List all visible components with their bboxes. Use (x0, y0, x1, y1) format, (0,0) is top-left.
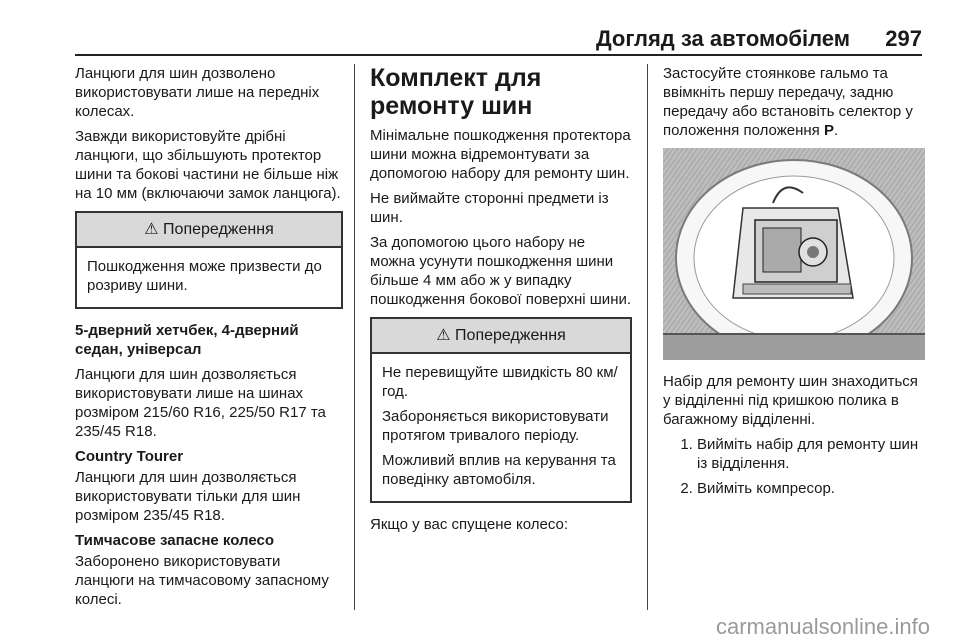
paragraph: Ланцюги для шин дозволено використовувати лише на передніх колесах. (75, 65, 320, 120)
selector-position: P (823, 122, 834, 139)
warning-title: Попередження (455, 327, 566, 344)
warning-body (77, 248, 341, 307)
column-3 (663, 64, 925, 504)
paragraph: Якщо у вас спущене колесо: (370, 516, 569, 533)
warning-header (77, 213, 341, 248)
tire-repair-kit-figure (663, 148, 925, 360)
header-rule (75, 54, 922, 56)
page-title: Догляд за автомобілем (595, 26, 850, 51)
paragraph-text: . (833, 122, 839, 139)
warning-body (372, 354, 630, 501)
section-heading: Комплект для ремонту шин (370, 64, 542, 120)
page-number: 297 (885, 26, 922, 51)
column-1 (75, 64, 343, 615)
column-2 (370, 64, 632, 540)
warning-header (372, 319, 630, 354)
column-divider (647, 64, 648, 610)
paragraph-text: Застосуйте стоянкове гальмо та ввімкніть першу передачу, задню передачу або встановіть селектор у положення положення (663, 65, 913, 139)
warning-text: Забороняється використовувати протягом тривалого періоду. (382, 408, 609, 444)
steps-list (663, 435, 925, 498)
paragraph: Не виймайте сторонні предмети із шин. (370, 190, 609, 226)
warning-text: Можливий вплив на керування та поведінку автомобіля. (382, 452, 616, 488)
warning-title: Попередження (163, 221, 274, 238)
paragraph: Ланцюги для шин дозволяється використовувати тільки для шин розміром 235/45 R18. (75, 469, 301, 524)
column-divider (354, 64, 355, 610)
paragraph: Завжди використовуйте дрібні ланцюги, що збільшують протектор шини та бокові частини не більше ніж на 10 мм (включаючи замок ланцюга). (75, 128, 341, 202)
subheading: 5-дверний хетчбек, 4-дверний седан, універсал (75, 322, 299, 358)
paragraph: Мінімальне пошкодження протектора шини можна відремонтувати за допомогою набору для ремонту шин. (370, 127, 631, 182)
list-item: 2. Вийміть компресор. (697, 479, 925, 498)
watermark: carmanualsonline.info (715, 614, 930, 639)
paragraph: За допомогою цього набору не можна усунути пошкодження шини більше 4 мм або ж у випадку пошкодження бокової поверхні шини. (370, 234, 632, 308)
subheading: Country Tourer (75, 448, 184, 465)
figure-caption: Набір для ремонту шин знаходиться у відділенні під кришкою полика в багажному відділенні. (663, 373, 918, 428)
warning-text: Не перевищуйте швидкість 80 км/год. (382, 364, 618, 400)
warning-text: Пошкодження може призвести до розриву шини. (87, 258, 322, 294)
tire-repair-kit-illustration (663, 148, 925, 360)
paragraph: Заборонено використовувати ланцюги на тимчасовому запасному колесі. (75, 553, 329, 608)
subheading: Тимчасове запасне колесо (75, 532, 274, 549)
paragraph: Ланцюги для шин дозволяється використовувати лише на шинах розміром 215/60 R16, 225/50 R17 та 235/45 R18. (75, 366, 326, 440)
warning-icon: ⚠ (436, 327, 451, 344)
paragraph (663, 64, 925, 140)
warning-box (75, 211, 343, 309)
warning-icon: ⚠ (144, 221, 159, 238)
list-item: 1. Вийміть набір для ремонту шин із відділення. (697, 435, 925, 473)
page-header (0, 0, 960, 56)
warning-box (370, 317, 632, 503)
